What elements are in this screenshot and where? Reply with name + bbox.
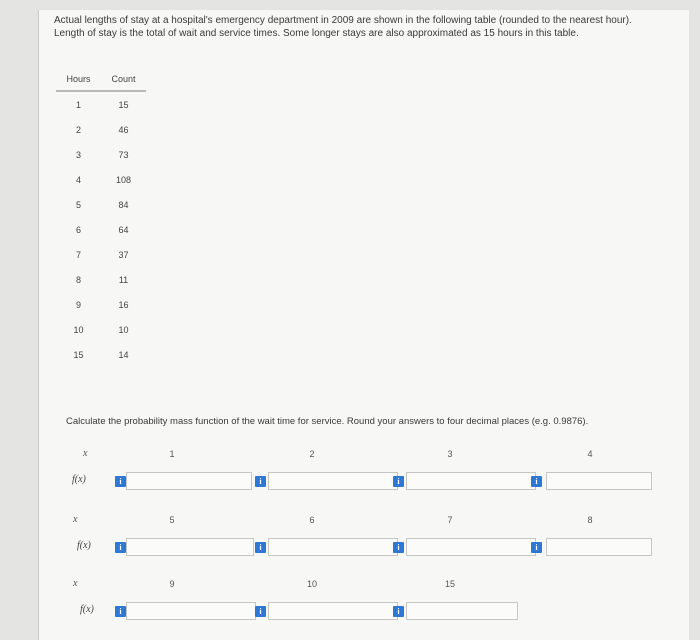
info-icon[interactable]: i [531,476,542,487]
fx-label: f(x) [72,474,86,485]
table-row [56,342,146,367]
x-value: 8 [587,515,593,525]
info-icon[interactable]: i [115,476,126,487]
count-cell: 64 [118,224,129,235]
length-of-stay-table [56,74,146,367]
table-row [56,142,146,167]
table-header-row [56,74,146,91]
x-value: 6 [309,515,315,525]
info-icon[interactable]: i [393,542,404,553]
hours-cell: 9 [75,299,81,310]
fx-answer-input-4[interactable] [546,472,652,490]
problem-line-2: Length of stay is the total of wait and service times. Some longer stays are also approximated as 15 hours in this table. [54,28,579,39]
info-icon[interactable]: i [393,606,404,617]
count-cell: 84 [118,199,129,210]
table-row [56,167,146,192]
hours-cell: 2 [75,124,81,135]
problem-statement [54,14,674,40]
fx-answer-input-1[interactable] [126,472,252,490]
hours-cell: 8 [75,274,81,285]
hours-cell: 4 [75,174,81,185]
count-cell: 16 [118,299,129,310]
info-icon[interactable]: i [115,542,126,553]
count-cell: 46 [118,124,129,135]
x-value: 3 [447,449,453,459]
instruction-text: Calculate the probability mass function of the wait time for service. Round your answers to four decimal places (e.g. 0.9876). [66,416,589,427]
count-cell: 73 [118,149,129,160]
fx-answer-input-5[interactable] [126,538,254,556]
x-value: 1 [169,449,175,459]
x-label: x [73,514,78,525]
column-header-hours: Hours [56,74,101,91]
table-row [56,217,146,242]
hours-cell: 10 [73,324,84,335]
info-icon[interactable]: i [255,542,266,553]
x-label: x [73,578,78,589]
fx-answer-input-7[interactable] [406,538,536,556]
info-icon[interactable]: i [531,542,542,553]
info-icon[interactable]: i [255,476,266,487]
count-cell: 108 [115,174,131,185]
fx-answer-input-10[interactable] [268,602,398,620]
table-row [56,317,146,342]
x-value: 5 [169,515,175,525]
fx-answer-input-8[interactable] [546,538,652,556]
fx-answer-input-2[interactable] [268,472,398,490]
fx-answer-input-3[interactable] [406,472,536,490]
fx-answer-input-9[interactable] [126,602,256,620]
fx-label: f(x) [77,540,91,551]
count-cell: 37 [118,249,129,260]
hours-cell: 1 [75,99,81,110]
table-row [56,117,146,142]
fx-label: f(x) [80,604,94,615]
count-cell: 11 [118,274,129,285]
table-row [56,242,146,267]
info-icon[interactable]: i [115,606,126,617]
info-icon[interactable]: i [255,606,266,617]
hours-cell: 5 [75,199,81,210]
table-row [56,267,146,292]
hours-cell: 7 [75,249,81,260]
x-value: 10 [306,579,317,589]
hours-cell: 6 [75,224,81,235]
column-header-count: Count [101,74,146,91]
x-value: 7 [447,515,453,525]
hours-cell: 15 [73,349,84,360]
info-icon[interactable]: i [393,476,404,487]
fx-answer-input-15[interactable] [406,602,518,620]
count-cell: 14 [118,349,129,360]
x-value: 15 [444,579,455,589]
table-row [56,292,146,317]
table-row [56,91,146,117]
fx-answer-input-6[interactable] [268,538,398,556]
problem-line-1: Actual lengths of stay at a hospital's emergency department in 2009 are shown in the following table (rounded to the nearest hour). [54,15,632,26]
x-value: 4 [587,449,593,459]
x-label: x [83,448,88,459]
count-cell: 10 [118,324,129,335]
x-value: 9 [169,579,175,589]
x-value: 2 [309,449,315,459]
count-cell: 15 [118,99,129,110]
hours-cell: 3 [75,149,81,160]
table-row [56,192,146,217]
